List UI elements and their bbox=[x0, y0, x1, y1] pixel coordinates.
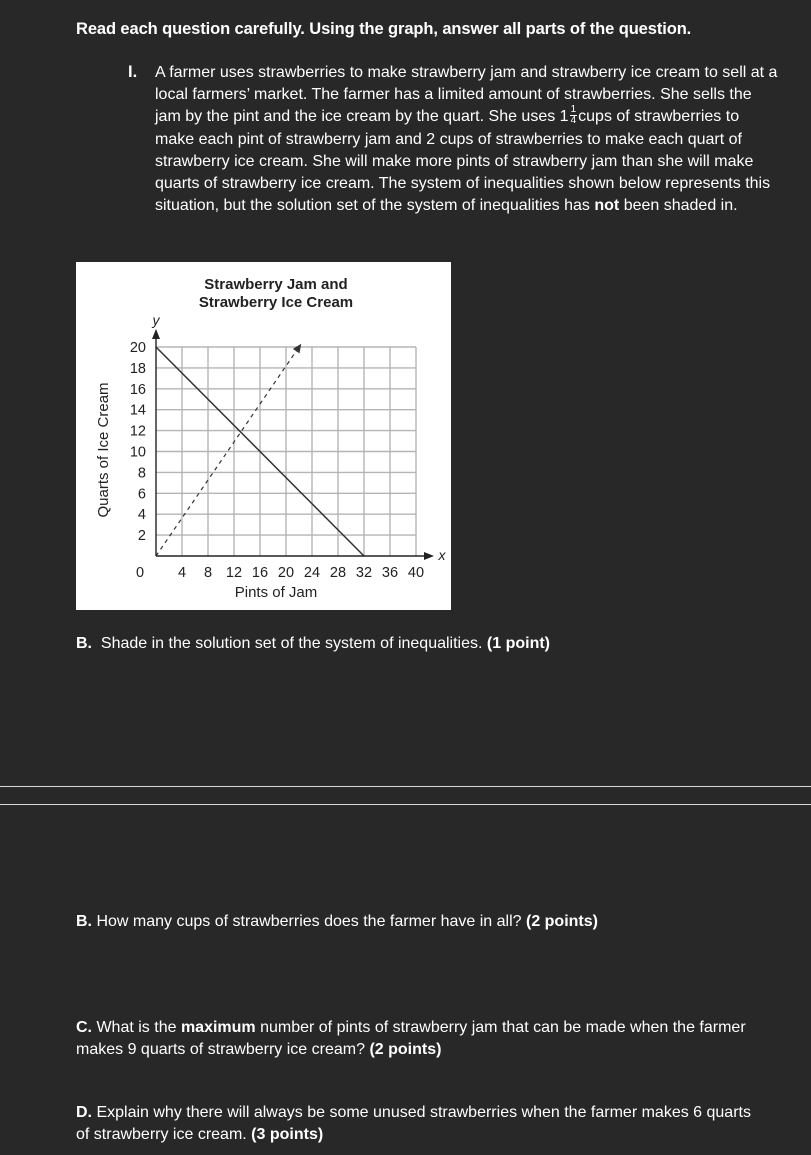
x-axis-arrowhead bbox=[424, 552, 434, 560]
question-points: (2 points) bbox=[525, 913, 598, 930]
problem-text-bold: not bbox=[594, 197, 620, 215]
question-letter: D. bbox=[76, 1104, 92, 1121]
problem-text-part1: A farmer uses strawberries to make strawberry jam and strawberry ice cream to sell at a local farmers’ market. The farmer has a limited amount of strawberries. She sells the jam by the pint and the ice cream by the quart. She uses 1 bbox=[155, 64, 778, 126]
x-axis-letter: x bbox=[438, 547, 446, 563]
x-tick-label: 36 bbox=[381, 565, 399, 581]
question-b-cups bbox=[76, 911, 766, 933]
question-text: Shade in the solution set of the system of inequalities. bbox=[100, 635, 483, 652]
question-text-bold: maximum bbox=[180, 1019, 256, 1036]
divider-line-bottom bbox=[0, 804, 811, 805]
dashed-line-arrowhead bbox=[293, 344, 301, 354]
strawberry-chart bbox=[76, 262, 451, 610]
instructions-heading: Read each question carefully. Using the graph, answer all parts of the question. bbox=[76, 20, 692, 38]
problem-text-part2: cups of strawberries to make each pint of strawberry jam and 2 cups of strawberries to make each quart of strawberry ice cream. She will make more pints of strawberry jam than she will make quarts of strawberry ice cream. The system of inequalities shown below represents this situation, but the solution set of the system of inequalities has bbox=[155, 108, 771, 215]
graph-card bbox=[76, 262, 451, 610]
y-tick-label: 8 bbox=[137, 465, 146, 482]
y-tick-label: 10 bbox=[129, 444, 146, 461]
y-tick-label: 18 bbox=[129, 360, 146, 377]
question-points: (2 points) bbox=[369, 1041, 442, 1058]
problem-number: I. bbox=[128, 63, 138, 81]
y-tick-label: 14 bbox=[129, 402, 146, 419]
question-letter: B. bbox=[76, 913, 92, 930]
x-tick-label: 24 bbox=[303, 565, 321, 581]
fraction-denominator: 4 bbox=[570, 114, 577, 126]
question-text-before: What is the bbox=[96, 1019, 181, 1036]
x-tick-label: 28 bbox=[329, 565, 347, 581]
x-tick-label: 40 bbox=[407, 565, 425, 581]
problem-text-part3: been shaded in. bbox=[619, 197, 738, 215]
chart-title-line1: Strawberry Jam and bbox=[204, 276, 348, 293]
question-c-maximum bbox=[76, 1017, 756, 1061]
question-b-shade bbox=[76, 633, 766, 655]
origin-label: 0 bbox=[135, 565, 145, 581]
question-letter: B. bbox=[76, 635, 92, 652]
y-tick-label: 6 bbox=[137, 486, 146, 503]
fraction-numerator: 1 bbox=[570, 103, 577, 115]
y-tick-label: 20 bbox=[129, 340, 146, 356]
divider-line-top bbox=[0, 786, 811, 787]
problem-text bbox=[155, 62, 780, 217]
y-axis-label: Quarts of Ice Cream bbox=[95, 382, 112, 518]
fraction-one-quarter bbox=[570, 105, 578, 126]
y-axis-arrowhead bbox=[152, 329, 160, 339]
y-tick-label: 4 bbox=[137, 507, 146, 524]
question-points: (1 point) bbox=[486, 635, 550, 652]
question-d-explain bbox=[76, 1102, 756, 1146]
x-tick-label: 16 bbox=[251, 565, 269, 581]
question-points: (3 points) bbox=[251, 1126, 324, 1143]
x-tick-label: 4 bbox=[177, 565, 187, 581]
x-tick-label: 20 bbox=[277, 565, 295, 581]
x-axis-label: Pints of Jam bbox=[234, 584, 318, 601]
y-tick-label: 16 bbox=[129, 381, 146, 398]
y-tick-label: 12 bbox=[129, 423, 146, 440]
x-tick-label: 12 bbox=[225, 565, 243, 581]
x-tick-label: 8 bbox=[203, 565, 213, 581]
x-tick-label: 32 bbox=[355, 565, 373, 581]
question-text-after: number of pints of strawberry jam that can be made when the farmer makes 9 quarts of strawberry ice cream? bbox=[76, 1019, 746, 1058]
y-axis-letter: y bbox=[152, 312, 160, 328]
y-tick-label: 2 bbox=[137, 528, 146, 545]
chart-title-line2: Strawberry Ice Cream bbox=[198, 294, 354, 311]
question-letter: C. bbox=[76, 1019, 92, 1036]
question-text: How many cups of strawberries does the farmer have in all? bbox=[96, 913, 522, 930]
question-text: Explain why there will always be some unused strawberries when the farmer makes 6 quarts of strawberry ice cream. bbox=[76, 1104, 751, 1143]
